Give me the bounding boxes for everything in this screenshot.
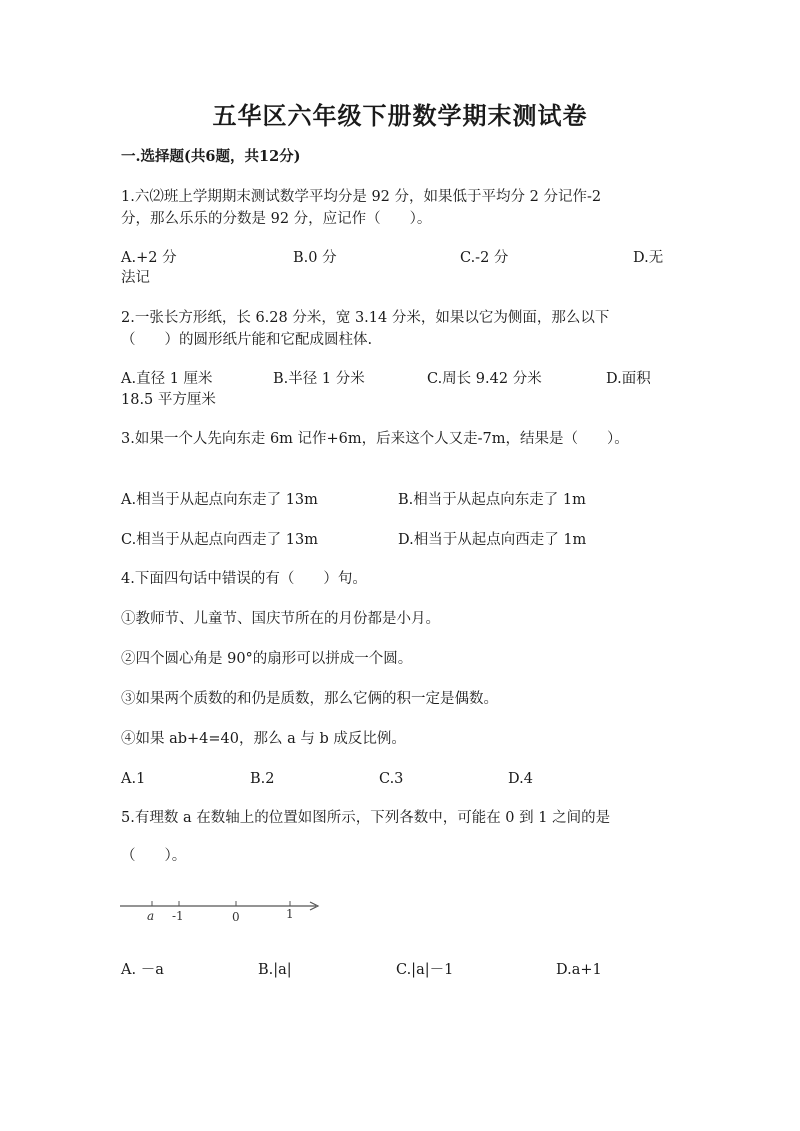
q4-statement-1: ①教师节、儿童节、国庆节所在的月份都是小月。 — [121, 611, 440, 627]
q5-stem-line1: 5.有理数 a 在数轴上的位置如图所示，下列各数中，可能在 0 到 1 之间的是 — [121, 810, 611, 826]
q3-stem: 3.如果一个人先向东走 6m 记作+6m，后来这个人又走-7m，结果是（ ）。 — [121, 431, 629, 447]
q3-option-a: A.相当于从起点向东走了 13m — [121, 492, 318, 508]
q2-stem-line1: 2.一张长方形纸，长 6.28 分米，宽 3.14 分米，如果以它为侧面，那么以下 — [121, 310, 610, 326]
q2-option-b: B.半径 1 分米 — [273, 371, 365, 387]
q4-option-d: D.4 — [508, 771, 533, 787]
q5-option-a: A. －a — [121, 962, 164, 978]
q1-option-c: C.-2 分 — [460, 250, 509, 266]
q3-option-b: B.相当于从起点向东走了 1m — [398, 492, 586, 508]
q2-option-c: C.周长 9.42 分米 — [427, 371, 542, 387]
q5-option-b: B.|a| — [258, 962, 292, 978]
q4-option-a: A.1 — [121, 771, 146, 787]
q5-option-d: D.a+1 — [556, 962, 602, 978]
q4-option-c: C.3 — [379, 771, 404, 787]
q3-option-d: D.相当于从起点向西走了 1m — [398, 532, 587, 548]
q1-option-d: D.无 — [633, 250, 664, 266]
q4-option-b: B.2 — [250, 771, 275, 787]
page-title: 五华区六年级下册数学期末测试卷 — [212, 101, 588, 130]
q4-statement-4: ④如果 ab+4=40，那么 a 与 b 成反比例。 — [121, 731, 406, 747]
q1-stem-line2: 分，那么乐乐的分数是 92 分，应记作（ ）。 — [121, 211, 432, 227]
axis-label-1: 1 — [286, 907, 294, 921]
q2-option-d: D.面积 — [606, 371, 651, 387]
section-heading: 一.选择题(共6题，共12分) — [121, 148, 301, 165]
q5-stem-line2: （ ）。 — [121, 848, 187, 864]
axis-label-0: 0 — [232, 910, 240, 924]
axis-label-minus-1: -1 — [172, 909, 184, 923]
q2-option-d-wrap: 18.5 平方厘米 — [121, 392, 216, 408]
q4-statement-2: ②四个圆心角是 90°的扇形可以拼成一个圆。 — [121, 651, 413, 667]
number-line-figure — [118, 890, 328, 926]
q4-stem: 4.下面四句话中错误的有（ ）句。 — [121, 571, 367, 587]
q4-statement-3: ③如果两个质数的和仍是质数，那么它俩的积一定是偶数。 — [121, 691, 498, 707]
q2-stem-line2: （ ）的圆形纸片能和它配成圆柱体. — [121, 332, 373, 348]
q3-option-c: C.相当于从起点向西走了 13m — [121, 532, 318, 548]
q5-option-c: C.|a|－1 — [396, 962, 454, 978]
q1-option-d-wrap: 法记 — [121, 270, 150, 286]
q1-option-a: A.+2 分 — [121, 250, 177, 266]
axis-label-a: a — [147, 909, 155, 923]
q2-option-a: A.直径 1 厘米 — [121, 371, 213, 387]
q1-stem-line1: 1.六⑵班上学期期末测试数学平均分是 92 分，如果低于平均分 2 分记作-2 — [121, 189, 602, 205]
q1-option-b: B.0 分 — [293, 250, 337, 266]
